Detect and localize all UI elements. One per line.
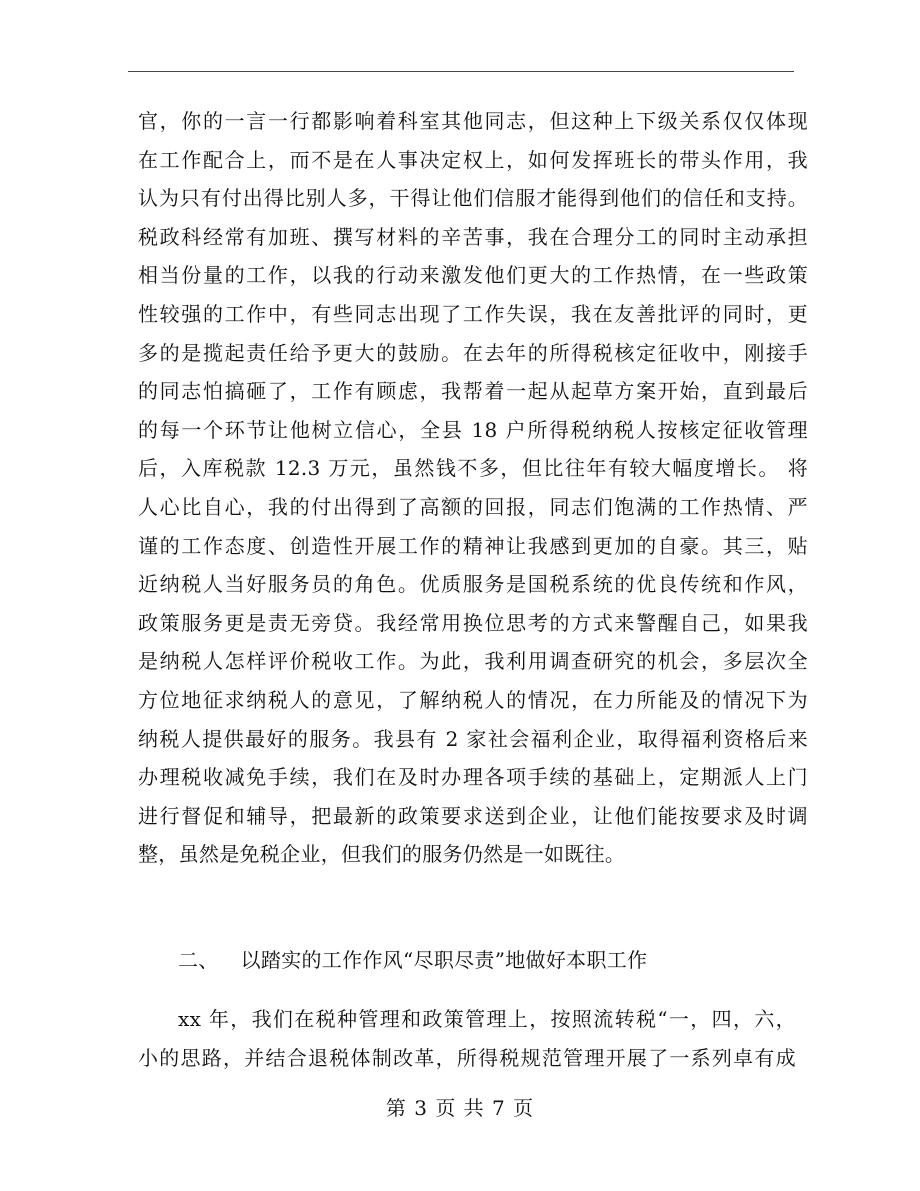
paragraph-line: 办理税收减免手续，我们在及时办理各项手续的基础上，定期派人上门 [138, 765, 808, 790]
paragraph-line: 相当份量的工作，以我的行动来激发他们更大的工作热情，在一些政策 [138, 263, 808, 288]
paragraph-line: 纳税人提供最好的服务。我县有 2 家社会福利企业，取得福利资格后来 [138, 726, 808, 751]
section-title: 以踏实的工作作风“尽职尽责”地做好本职工作 [240, 948, 648, 972]
paragraph-line: 政策服务更是责无旁贷。我经常用换位思考的方式来警醒自己，如果我 [138, 610, 808, 635]
paragraph-line: 的每一个环节让他树立信心，全县 18 户所得税纳税人按核定征收管理 [138, 417, 808, 442]
page-footer: 第 3 页 共 7 页 [385, 1096, 535, 1120]
paragraph-line: 在工作配合上，而不是在人事决定权上，如何发挥班长的带头作用，我 [138, 147, 808, 172]
section-heading [178, 941, 647, 979]
body-paragraph [138, 102, 808, 874]
paragraph-line: 税政科经常有加班、撰写材料的辛苦事，我在合理分工的同时主动承担 [138, 224, 808, 249]
paragraph-line: 进行督促和辅导，把最新的政策要求送到企业，让他们能按要求及时调 [138, 803, 808, 828]
paragraph-line: 的同志怕搞砸了，工作有顾虑，我帮着一起从起草方案开始，直到最后 [138, 379, 808, 404]
paragraph-line: 小的思路，并结合退税体制改革，所得税规范管理开展了一系列卓有成 [138, 1045, 796, 1070]
paragraph-line: 官，你的一言一行都影响着科室其他同志，但这种上下级关系仅仅体现 [138, 109, 808, 133]
paragraph-line: 性较强的工作中，有些同志出现了工作失误，我在友善批评的同时，更 [138, 301, 808, 326]
paragraph-line: 后，入库税款 12.3 万元，虽然钱不多，但比往年有较大幅度增长。 将 [138, 456, 808, 481]
section-number: 二、 [178, 948, 219, 972]
paragraph-line: 多的是揽起责任给予更大的鼓励。在去年的所得税核定征收中，刚接手 [138, 340, 808, 365]
paragraph-line: 方位地征求纳税人的意见，了解纳税人的情况，在力所能及的情况下为 [138, 687, 808, 712]
paragraph-line: 认为只有付出得比别人多，干得让他们信服才能得到他们的信任和支持。 [138, 186, 808, 211]
section-paragraph [138, 1000, 796, 1077]
header-rule [128, 71, 794, 72]
paragraph-line: 是纳税人怎样评价税收工作。为此，我利用调查研究的机会，多层次全 [138, 649, 808, 674]
paragraph-line: 近纳税人当好服务员的角色。优质服务是国税系统的优良传统和作风， [138, 572, 808, 597]
paragraph-line: 人心比自心，我的付出得到了高额的回报，同志们饱满的工作热情、严 [138, 494, 808, 519]
paragraph-line: 谨的工作态度、创造性开展工作的精神让我感到更加的自豪。其三，贴 [138, 533, 808, 558]
paragraph-line: xx 年，我们在税种管理和政策管理上，按照流转税“一，四，六， [178, 1007, 796, 1031]
paragraph-line: 整，虽然是免税企业，但我们的服务仍然是一如既往。 [138, 842, 626, 867]
